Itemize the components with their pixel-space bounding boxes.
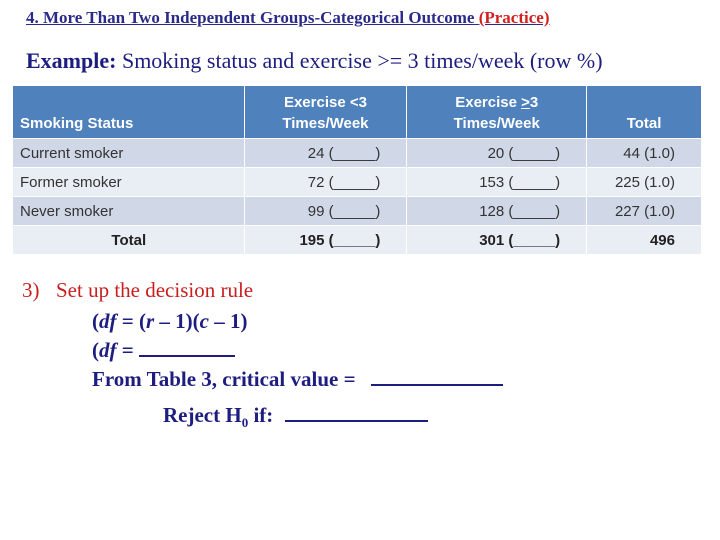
reject-rule-line bbox=[163, 402, 428, 431]
df-blank-eq: = bbox=[116, 338, 139, 362]
df-mid: – 1)( bbox=[154, 309, 200, 333]
critical-label: From Table 3, critical value = bbox=[92, 367, 361, 391]
c-var: c bbox=[199, 309, 209, 333]
cell-exercise-ge3: 20 (_____) bbox=[407, 139, 587, 168]
r-var: r bbox=[145, 309, 155, 333]
title-practice: (Practice) bbox=[478, 8, 550, 27]
critical-value-line bbox=[92, 366, 503, 392]
df-open-paren: ( bbox=[92, 309, 99, 333]
row-label: Total bbox=[13, 226, 245, 255]
header-smoking-status: Smoking Status bbox=[13, 86, 245, 139]
step-number: 3) bbox=[22, 278, 40, 302]
step-heading-text: Set up the decision rule bbox=[56, 278, 254, 302]
df-end: – 1) bbox=[208, 309, 248, 333]
reject-rule-blank[interactable] bbox=[285, 402, 428, 422]
header-ge-symbol: > bbox=[521, 94, 530, 111]
table-row bbox=[13, 168, 702, 197]
step-3-heading bbox=[22, 278, 253, 303]
df-eq: = ( bbox=[116, 309, 146, 333]
example-line bbox=[26, 48, 603, 74]
table-header-row bbox=[13, 86, 702, 139]
row-label: Never smoker bbox=[13, 197, 245, 226]
title-main: 4. More Than Two Independent Groups-Categorical Outcome bbox=[26, 8, 475, 27]
header-exercise-lt3-line1: Exercise <3 bbox=[283, 94, 367, 111]
reject-suffix: if: bbox=[248, 403, 279, 427]
table-row bbox=[13, 197, 702, 226]
cell-exercise-ge3: 301 (_____) bbox=[407, 226, 587, 255]
header-exercise-ge3-line2: Times/Week bbox=[453, 115, 540, 132]
df-blank-open: ( bbox=[92, 338, 99, 362]
cell-exercise-ge3: 153 (_____) bbox=[407, 168, 587, 197]
df-blank-line bbox=[92, 337, 235, 363]
critical-value-blank[interactable] bbox=[371, 366, 503, 386]
table-row bbox=[13, 139, 702, 168]
header-exercise-ge3-prefix: Exercise bbox=[455, 94, 522, 111]
cell-exercise-ge3: 128 (_____) bbox=[407, 197, 587, 226]
example-lead: Example: bbox=[26, 48, 117, 73]
cell-total: 496 bbox=[587, 226, 702, 255]
cell-total: 44 (1.0) bbox=[587, 139, 702, 168]
table-total-row bbox=[13, 226, 702, 255]
cell-exercise-lt3: 24 (_____) bbox=[244, 139, 407, 168]
slide-title bbox=[26, 8, 550, 28]
smoking-exercise-table bbox=[12, 85, 702, 255]
reject-prefix: Reject H bbox=[163, 403, 242, 427]
row-label: Former smoker bbox=[13, 168, 245, 197]
header-exercise-ge3 bbox=[407, 86, 587, 139]
header-exercise-lt3 bbox=[244, 86, 407, 139]
df-formula bbox=[92, 309, 247, 334]
reject-subscript: 0 bbox=[241, 415, 249, 431]
cell-exercise-lt3: 195 (_____) bbox=[244, 226, 407, 255]
row-label: Current smoker bbox=[13, 139, 245, 168]
df-var: df bbox=[99, 309, 117, 333]
header-exercise-lt3-line2: Times/Week bbox=[282, 115, 369, 132]
cell-exercise-lt3: 72 (_____) bbox=[244, 168, 407, 197]
df-blank-var: df bbox=[99, 338, 117, 362]
header-total: Total bbox=[587, 86, 702, 139]
cell-exercise-lt3: 99 (_____) bbox=[244, 197, 407, 226]
example-text: Smoking status and exercise >= 3 times/week (row %) bbox=[121, 48, 603, 73]
cell-total: 225 (1.0) bbox=[587, 168, 702, 197]
df-answer-blank[interactable] bbox=[139, 337, 235, 357]
header-exercise-ge3-num: 3 bbox=[529, 94, 539, 111]
cell-total: 227 (1.0) bbox=[587, 197, 702, 226]
